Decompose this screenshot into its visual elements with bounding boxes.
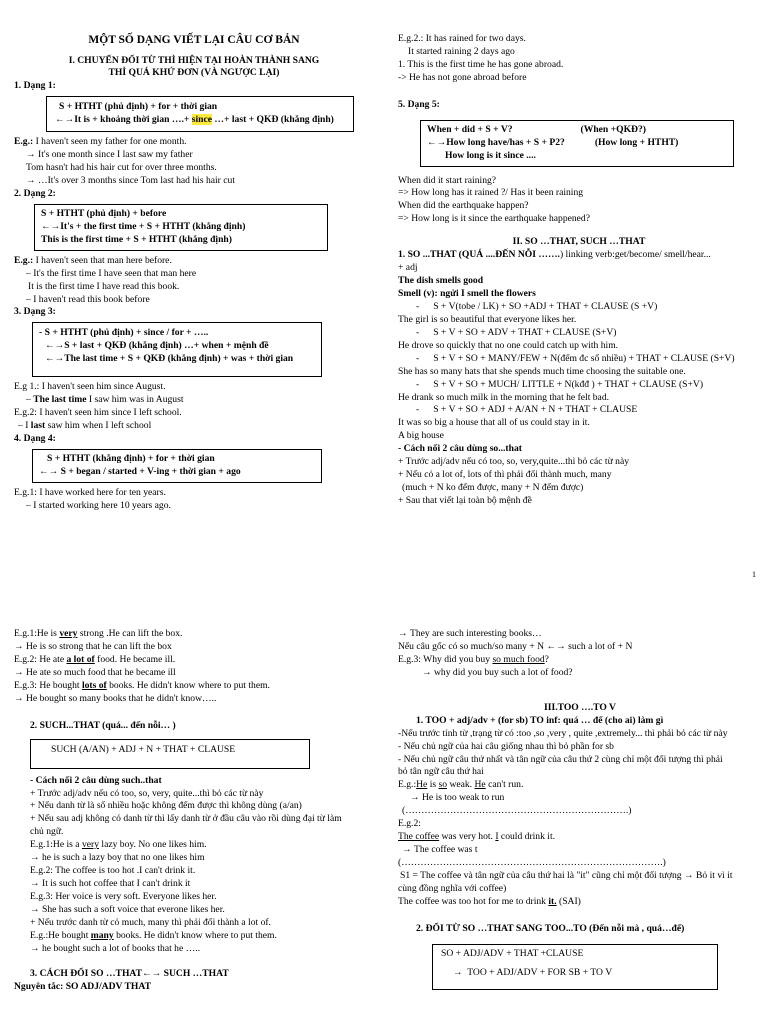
formula-3: - S + V + SO + MANY/FEW + N(đếm đc số nhiều) + THAT + CLAUSE (S+V)	[416, 352, 735, 364]
form3-example-1: E.g 1.: I haven't seen him since August.	[14, 381, 166, 393]
form5-example-1: When did it start raining?	[398, 174, 497, 186]
page1-left-column	[14, 33, 374, 513]
arrow-right-icon: →	[14, 666, 24, 678]
dish-example: The dish smells good	[398, 275, 484, 287]
arrow-right-icon: →	[398, 628, 408, 639]
document-page-2	[0, 512, 768, 1024]
form5-line3: How long is it since ....	[445, 149, 536, 161]
form1-line2: ←→It is + khoảng thời gian ….+ since …+ last + QKĐ (khẳng định)	[55, 114, 334, 126]
convert-so-too-box	[432, 944, 718, 990]
arrow-right-icon: →	[30, 878, 40, 890]
arrow-right-icon: →	[410, 792, 420, 804]
such-that-formula: SUCH (A/AN) + ADJ + N + THAT + CLAUSE	[51, 743, 236, 755]
form4-example-4: It started raining 2 days ago	[408, 45, 515, 57]
form5-example-4: => How long is it since the earthquake happened?	[398, 213, 590, 225]
section3-heading: III.TOO ….TO V	[544, 701, 616, 713]
double-arrow-icon: ←→	[142, 967, 162, 979]
double-arrow-icon: ←→	[546, 640, 566, 652]
such-example-8: E.g.:He bought many books. He didn't know where to put them.	[30, 929, 277, 941]
arrow-right-icon: →	[453, 966, 463, 978]
form1-example-1: E.g.: I haven't seen my father for one month.	[14, 136, 187, 148]
too-example-4: The coffee was very hot. I could drink it.	[398, 831, 556, 843]
such-example-9: → he bought such a lot of books that he …..	[30, 942, 201, 954]
form3-line1: - S + HTHT (phủ định) + since / for + …..	[39, 327, 209, 339]
convert-so-too-line2: → TOO + ADJ/ADV + FOR SB + TO V	[453, 966, 613, 978]
page2-right-column	[398, 628, 762, 994]
convert-so-too-line1: SO + ADJ/ADV + THAT +CLAUSE	[441, 947, 584, 959]
double-arrow-icon: ←→	[427, 136, 447, 148]
formula-4-example: He drank so much milk in the morning that he felt bad.	[398, 391, 610, 403]
too-example-blank-1: (…………………………………………………………….)	[402, 805, 632, 817]
form1-example-3: Tom hasn't had his hair cut for over three months.	[26, 162, 217, 174]
join-such-rule-1: + Trước adj/adv nếu có too, so, very, quite...thì bỏ các từ này	[30, 787, 264, 799]
form5-box	[420, 120, 734, 167]
join-so-that-heading: - Cách nối 2 câu dùng so...that	[398, 443, 522, 455]
form5-example-3: When did the earthquake happen?	[398, 200, 529, 212]
too-to-heading: 1. TOO + adj/adv + (for sb) TO inf: quá … để (cho ai) làm gì	[416, 714, 664, 726]
join-rule-3: (much + N ko đếm được, many + N đếm được)	[402, 482, 584, 494]
such-that-heading: 2. SUCH...THAT (quá... đến nỗi… )	[30, 719, 176, 731]
convert-example-2: Nếu câu gốc có so much/so many + N ←→ such a lot of + N	[398, 640, 633, 652]
arrow-right-icon: →	[402, 844, 412, 856]
section2-heading: II. SO …THAT, SUCH …THAT	[512, 236, 646, 248]
arrow-right-icon: →	[30, 903, 40, 915]
too-rule-3b: bỏ tân ngữ câu thứ hai	[398, 766, 484, 778]
form5-line1: When + did + S + V? (When +QKĐ?)	[427, 123, 646, 135]
form4-example-3: E.g.2.: It has rained for two days.	[398, 33, 526, 44]
formula-3-example: She has so many hats that she spends much time choosing the suitable one.	[398, 365, 686, 377]
such-example-1: E.g.1:He is a very lazy boy. No one likes him.	[30, 839, 207, 851]
form3-line3: ←→The last time + S + QKĐ (khẳng định) + was + thời gian	[45, 353, 294, 365]
double-arrow-icon: ←→	[45, 340, 65, 352]
convert-rule: Nguyên tắc: SO ADJ/ADV THAT	[14, 980, 151, 992]
too-example-7: cùng đồng nghĩa với coffee)	[398, 882, 507, 894]
form2-line3: This is the first time + S + HTHT (khẳng định)	[41, 233, 232, 245]
form1-example-4: → …It's over 3 months since Tom last had his hair cut	[26, 175, 235, 187]
formula-2-example: He drove so quickly that no one could catch up with him.	[398, 339, 619, 351]
form1-box	[46, 96, 354, 132]
form2-example-4: – I haven't read this book before	[26, 293, 150, 305]
so-that-example-1: E.g.1:He is very strong .He can lift the box.	[14, 628, 183, 639]
arrow-right-icon: →	[30, 852, 40, 864]
form4-line2: ←→ S + began / started + V-ing + thời gian + ago	[39, 465, 241, 477]
form3-line2: ←→S + last + QKĐ (khẳng định) …+ when + mệnh đề	[45, 340, 269, 352]
too-example-5: → The coffee was t	[402, 844, 478, 856]
form4-example-6: -> He has not gone abroad before	[398, 71, 527, 83]
double-arrow-icon: ←→	[45, 353, 65, 365]
such-example-2: → he is such a lazy boy that no one likes him	[30, 852, 205, 864]
formula-1: - S + V(tobe / LK) + SO +ADJ + THAT + CLAUSE (S +V)	[416, 300, 658, 312]
page1-right-column	[398, 33, 760, 508]
join-rule-1: + Trước adj/adv nếu có too, so, very,quite...thì bỏ các từ này	[398, 456, 630, 468]
convert-example-4: → why did you buy such a lot of food?	[422, 666, 573, 678]
form2-heading: 2. Dạng 2:	[14, 187, 56, 199]
double-arrow-icon: ←→	[41, 220, 61, 232]
join-rule-4: + Sau that viết lại toàn bộ mệnh đề	[398, 495, 532, 506]
arrow-right-icon: →	[14, 692, 24, 704]
arrow-right-icon: →	[684, 869, 694, 881]
too-example-blank-2: (……………………………………………………………………….)	[398, 857, 666, 868]
form1-example-2: → It's one month since I last saw my father	[26, 149, 193, 161]
form4-example-1: E.g.1: I have worked here for ten years.	[14, 486, 166, 498]
join-rule-2: + Nếu có a lot of, lots of thì phải đổi thành much, many	[398, 469, 612, 481]
form5-line2: ←→How long have/has + S + P2? (How long + HTHT)	[427, 136, 679, 148]
too-rule-1: -Nếu trước tính từ ,trạng từ có :too ,so ,very , quite ,extremely... thì phải bỏ các từ này	[398, 727, 728, 739]
too-example-1: E.g.:He is so weak. He can't run.	[398, 779, 524, 791]
formula-1-example: The girl is so beautiful that everyone likes her.	[398, 313, 577, 325]
join-such-heading: - Cách nối 2 câu dùng such..that	[30, 774, 162, 786]
form3-heading: 3. Dạng 3:	[14, 306, 56, 318]
so-that-heading: 1. SO ...THAT (QUÁ ....ĐẾN NỖI …….) linking verb:get/become/ smell/hear...	[398, 249, 711, 261]
arrow-right-icon: →	[26, 175, 36, 187]
so-that-heading-cont: + adj	[398, 262, 418, 274]
too-example-3: E.g.2:	[398, 818, 421, 830]
section1-heading-line1: I. CHUYỂN ĐỔI TỪ THÌ HIỆN TẠI HOÀN THÀNH SANG	[68, 54, 320, 66]
too-rule-3: - Nếu chủ ngữ câu thứ nhất và tân ngữ của câu thứ 2 cùng chỉ một đối tượng thì phải	[398, 753, 723, 765]
convert-example-1: → They are such interesting books…	[398, 628, 542, 639]
arrow-right-icon: →	[422, 666, 432, 678]
form3-example-4: – I last saw him when I left school	[18, 420, 152, 432]
arrow-right-icon: →	[26, 149, 36, 161]
such-that-notes	[14, 775, 380, 956]
arrow-right-icon: →	[14, 640, 24, 652]
formula-5-example: It was so big a house that all of us could stay in it.	[398, 417, 590, 429]
form2-example-2: – It's the first time I have seen that man here	[26, 267, 197, 279]
form1-heading: 1. Dạng 1:	[14, 80, 56, 92]
form2-box	[34, 204, 328, 251]
formula-4: - S + V + SO + MUCH/ LITTLE + N(kđđ ) + THAT + CLAUSE (S+V)	[416, 378, 704, 390]
page2-left-column	[14, 628, 380, 994]
form2-line1: S + HTHT (phủ định) + before	[41, 207, 167, 219]
so-that-example-3: E.g.2: He ate a lot of food. He became ill.	[14, 653, 176, 665]
too-rule-2: - Nếu chủ ngữ của hai câu giống nhau thì bỏ phần for sb	[398, 740, 614, 752]
such-that-box	[30, 739, 310, 769]
form3-example-3: E.g.2: I haven't seen him since I left school.	[14, 407, 182, 419]
formula-5: - S + V + SO + ADJ + A/AN + N + THAT + CLAUSE	[416, 404, 638, 416]
double-arrow-icon: ←→	[39, 465, 59, 477]
such-example-3: E.g.2: The coffee is too hot .I can't drink it.	[30, 865, 196, 877]
form4-example-2: – I started working here 10 years ago.	[26, 499, 171, 511]
form4-box	[32, 449, 322, 483]
section1-heading-line2: THÌ QUÁ KHỨ ĐƠN (VÀ NGƯỢC LẠI)	[108, 67, 280, 79]
form5-heading: 5. Dạng 5:	[398, 98, 440, 110]
too-example-2: → He is too weak to run	[410, 792, 505, 804]
smell-example: Smell (v): ngửi I smell the flowers	[398, 288, 536, 299]
form2-example-1: E.g.: I haven't seen that man here before.	[14, 254, 172, 266]
such-example-7: + Nếu trước danh từ có much, many thì phải đổi thành a lot of.	[30, 916, 271, 928]
too-example-8: The coffee was too hot for me to drink it. (SAI)	[398, 895, 581, 907]
formula-2: - S + V + SO + ADV + THAT + CLAUSE (S+V)	[416, 326, 617, 338]
form4-line1: S + HTHT (khẳng định) + for + thời gian	[47, 452, 215, 464]
so-that-example-4: → He ate so much food that he became ill	[14, 666, 176, 678]
so-that-example-2: → He is so strong that he can lift the box	[14, 640, 172, 652]
form3-box	[32, 322, 322, 377]
join-such-rule-3: + Nếu sau adj không có danh từ thì lấy danh từ ở đầu câu vào rồi dùng đại từ làm	[30, 813, 342, 825]
double-arrow-icon: ←→	[55, 114, 75, 126]
join-such-rule-3b: chủ ngữ.	[30, 826, 64, 838]
too-example-6: S1 = The coffee và tân ngữ của câu thứ hai là "it" cũng chỉ một đối tượng → Bỏ it vì it	[400, 869, 733, 881]
form4-example-5: 1. This is the first time he has gone abroad.	[398, 58, 564, 70]
page-title: MỘT SỐ DẠNG VIẾT LẠI CÂU CƠ BẢN	[88, 34, 300, 46]
form1-line1: S + HTHT (phủ định) + for + thời gian	[59, 101, 218, 113]
convert-so-such-heading: 3. CÁCH ĐỔI SO …THAT←→ SUCH …THAT	[30, 967, 229, 979]
page-number: 1	[752, 570, 756, 579]
arrow-right-icon: →	[30, 942, 40, 954]
such-example-6: → She has such a soft voice that everone likes her.	[30, 903, 225, 915]
form2-example-3: It is the first time I have read this book.	[28, 280, 180, 292]
so-that-example-6: → He bought so many books that he didn't know…..	[14, 692, 217, 704]
form4-heading: 4. Dạng 4:	[14, 432, 56, 444]
highlighted-word: since	[191, 114, 213, 126]
form5-example-2: => How long has it rained ?/ Has it been raining	[398, 187, 584, 199]
form3-example-2: – The last time I saw him was in August	[26, 394, 184, 406]
join-such-rule-2: + Nếu danh từ là số nhiều hoặc không đếm được thì không dùng (a/an)	[30, 800, 302, 812]
so-that-example-5: E.g.3: He bought lots of books. He didn't know where to put them.	[14, 679, 270, 691]
such-example-5: E.g.3: Her voice is very soft. Everyone likes her.	[30, 891, 217, 902]
convert-so-too-heading: 2. ĐỔI TỪ SO …THAT SANG TOO...TO (Đến nỗi mà , quá…để)	[416, 922, 685, 934]
form2-line2: ←→It's + the first time + S + HTHT (khẳng định)	[41, 220, 246, 232]
formula-5-example-2: A big house	[398, 430, 444, 442]
such-example-4: → It is such hot coffee that I can't drink it	[30, 878, 191, 890]
convert-example-3: E.g.3: Why did you buy so much food?	[398, 653, 549, 665]
